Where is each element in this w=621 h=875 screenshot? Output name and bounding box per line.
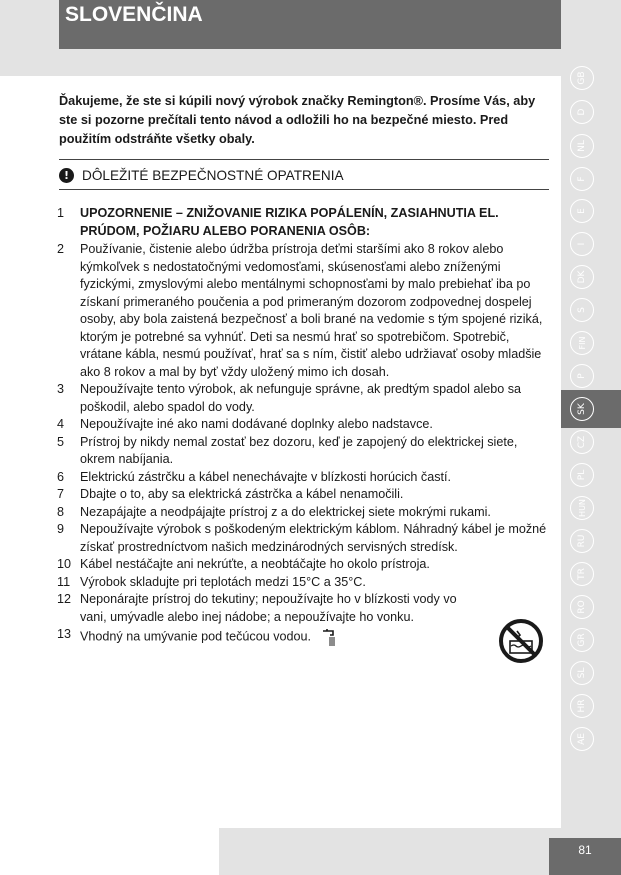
safety-item (57, 556, 549, 574)
item-text-content: Nepoužívajte výrobok s poškodeným elektrickým káblom. Náhradný kábel je možné získať prostredníctvom našich medzinárodných servisných stredísk. (80, 522, 547, 554)
safety-item (57, 434, 549, 469)
item-number: 12 (57, 592, 72, 606)
safety-item (57, 504, 549, 522)
item-number: 4 (57, 417, 65, 431)
language-tab-ru: RU (570, 529, 594, 553)
item-number: 5 (57, 434, 65, 449)
language-tab-gb: GB (570, 66, 594, 90)
safety-item (57, 521, 549, 556)
running-water-icon (321, 626, 343, 648)
item-text-content: Vhodný na umývanie pod tečúcou vodou. (80, 629, 312, 644)
item-number: 9 (57, 522, 65, 536)
item-text-content: Dbajte o to, aby sa elektrická zástrčka a kábel nenamočili. (80, 487, 404, 501)
item-text (80, 434, 549, 469)
item-number: 13 (57, 627, 72, 641)
item-text (80, 381, 549, 416)
item-text (80, 416, 549, 434)
item-text (80, 574, 549, 592)
language-tab-d: D (570, 100, 594, 124)
safety-list (57, 205, 549, 648)
language-tabs (561, 0, 621, 875)
language-tab-hun: HUN (570, 496, 594, 520)
safety-item (57, 626, 549, 648)
item-number: 11 (57, 574, 71, 589)
safety-item (57, 591, 549, 626)
language-tab-gr: GR (570, 628, 594, 652)
safety-item (57, 205, 549, 240)
language-tab-fin: FIN (570, 331, 594, 355)
item-text (80, 469, 549, 487)
item-number: 1 (57, 206, 65, 220)
language-tab-e: E (570, 199, 594, 223)
item-text (80, 521, 549, 556)
item-text-content: Neponárajte prístroj do tekutiny; nepoužívajte ho v blízkosti vody vo vani, umývadle alebo inej nádobe; a nepoužívajte ho vonku. (80, 592, 457, 624)
item-text-content: Nepoužívajte tento výrobok, ak nefunguje správne, ak predtým spadol alebo sa poškodil, alebo spadol do vody. (80, 382, 522, 414)
section-rule-top (59, 159, 549, 160)
language-tab-hr: HR (570, 694, 594, 718)
item-text (80, 205, 549, 240)
no-immersion-icon (497, 617, 545, 665)
language-tab-ro: RO (570, 595, 594, 619)
page-number: 81 (549, 838, 621, 875)
safety-item (57, 416, 549, 434)
safety-item (57, 486, 549, 504)
language-tab-pl: PL (570, 463, 594, 487)
language-tab-s: S (570, 298, 594, 322)
language-tab-sk: SK (570, 397, 594, 421)
page-title: SLOVENČINA (59, 0, 561, 49)
item-number: 2 (57, 242, 65, 256)
language-tab-f: F (570, 167, 594, 191)
item-number: 8 (57, 504, 65, 519)
language-tab-tr: TR (570, 562, 594, 586)
item-text-content: Výrobok skladujte pri teplotách medzi 15°C a 35°C. (80, 574, 366, 589)
item-text-content: Nepoužívajte iné ako nami dodávané doplnky alebo nadstavce. (80, 417, 433, 431)
item-text-content: UPOZORNENIE – ZNIŽOVANIE RIZIKA POPÁLENÍN, ZASIAHNUTIA EL. PRÚDOM, POŽIARU ALEBO PORANENIA OSÔB: (80, 206, 499, 238)
safety-item (57, 381, 549, 416)
item-text-content: Prístroj by nikdy nemal zostať bez dozoru, keď je zapojený do elektrickej siete, okrem nabíjania. (80, 434, 518, 466)
item-number: 7 (57, 487, 65, 501)
language-tab-sl: SL (570, 661, 594, 685)
language-tab-p: P (570, 364, 594, 388)
language-tab-i: I (570, 232, 594, 256)
item-text (80, 241, 549, 381)
safety-item (57, 469, 549, 487)
item-number: 3 (57, 382, 65, 396)
language-tab-ae: AE (570, 727, 594, 751)
item-text-content: Kábel nestáčajte ani nekrúťte, a neobtáčajte ho okolo prístroja. (80, 557, 430, 571)
section-rule-bottom (59, 189, 549, 190)
item-number: 6 (57, 469, 65, 484)
section-title: DÔLEŽITÉ BEZPEČNOSTNÉ OPATRENIA (82, 167, 344, 183)
language-tab-cz: CZ (570, 430, 594, 454)
item-text (80, 486, 549, 504)
item-text (80, 591, 549, 626)
safety-item (57, 241, 549, 381)
item-text (80, 626, 549, 648)
item-text-content: Elektrickú zástrčku a kábel nenechávajte v blízkosti horúcich častí. (80, 469, 451, 484)
warning-icon: ! (59, 168, 74, 183)
item-number: 10 (57, 557, 72, 571)
item-text-content: Nezapájajte a neodpájajte prístroj z a do elektrickej siete mokrými rukami. (80, 504, 491, 519)
footer-band (219, 828, 561, 875)
safety-item (57, 574, 549, 592)
intro-paragraph: Ďakujeme, že ste si kúpili nový výrobok značky Remington®. Prosíme Vás, aby ste si pozorne prečítali tento návod a odložili ho na bezpečné miesto. Pred použitím odstráňte všetky obaly. (59, 94, 536, 146)
section-heading (59, 164, 549, 186)
item-text (80, 504, 549, 522)
language-tab-nl: NL (570, 134, 594, 158)
language-tab-dk: DK (570, 265, 594, 289)
item-text-content: Používanie, čistenie alebo údržba prístroja deťmi staršími ako 8 rokov alebo kýmkoľvek s nedostatočnými vedomosťami, skúsenosťami alebo zníženými fyzickými, zmyslovými alebo mentálnymi schopnosťami by malo prebiehať iba po získaní primeraného poučenia a pod primeraným dozorom zodpovednej dospelej osoby, aby bola zaistená bezpečnosť a boli brané na vedomie s tým spojené riziká, ktorým je potrebné sa vyhnúť. Deti sa nesmú hrať so spotrebičom. Spotrebič, vrátane kábla, nesmú používať, hrať sa s ním, čistiť alebo udržiavať osoby mladšie ako 8 rokov a mal by byť vždy uložený mimo ich dosah. (80, 242, 543, 379)
item-text (80, 556, 549, 574)
